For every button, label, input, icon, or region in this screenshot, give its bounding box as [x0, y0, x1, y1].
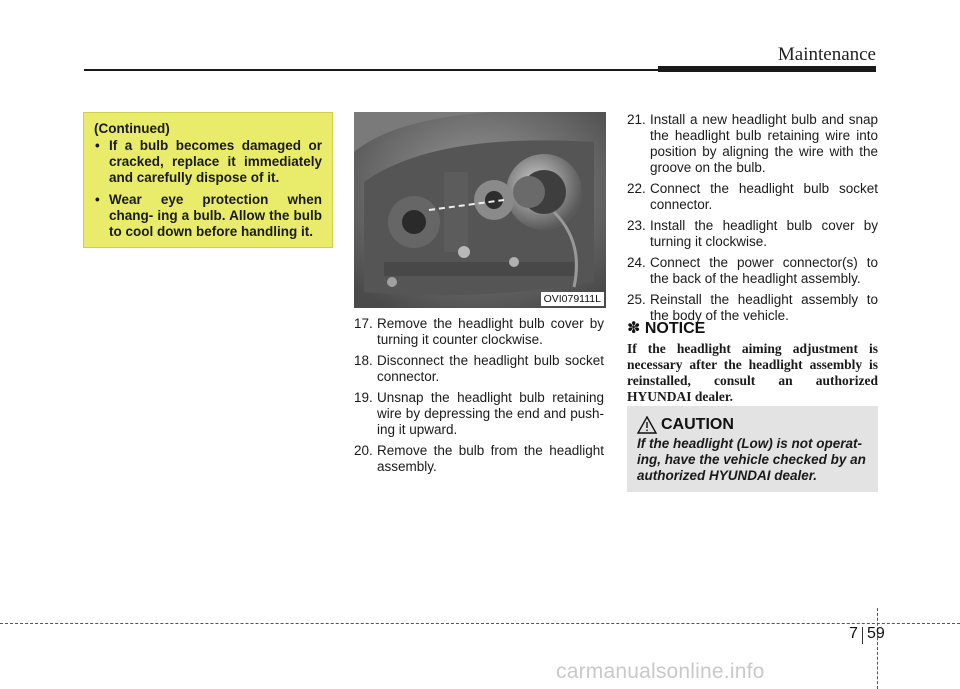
page-number-divider: [862, 627, 863, 644]
notice-title: [627, 318, 705, 338]
step-item: 19. Unsnap the headlight bulb retaining wire by depressing the end and push- ing it upward.: [354, 390, 604, 437]
warning-triangle-icon: [637, 416, 657, 434]
notice-icon: ✽: [627, 320, 641, 337]
footer-vertical-rule: [877, 608, 878, 689]
step-item: 17. Remove the headlight bulb cover by turning it counter clockwise.: [354, 316, 604, 347]
warning-list: [94, 138, 322, 240]
step-item: 23. Install the headlight bulb cover by turning it clockwise.: [627, 218, 878, 249]
caution-title: CAUTION: [661, 416, 734, 433]
chapter-number: 7: [849, 625, 858, 642]
step-item: 25. Reinstall the headlight assembly to the body of the vehicle.: [627, 292, 878, 323]
step-item: 22. Connect the headlight bulb socket connector.: [627, 181, 878, 212]
step-item: 21. Install a new headlight bulb and snap the headlight bulb retaining wire into position by aligning the wire with the groove on the bulb.: [627, 112, 878, 175]
caution-text: If the headlight (Low) is not operat- ing, have the vehicle checked by an authorized HYUNDAI dealer.: [637, 436, 866, 483]
step-item: 24. Connect the power connector(s) to the back of the headlight assembly.: [627, 255, 878, 286]
headlight-assembly-image: [354, 112, 606, 308]
headlight-photo: [354, 112, 606, 308]
step-item: 20. Remove the bulb from the headlight assembly.: [354, 443, 604, 474]
watermark: carmanualsonline.info: [556, 660, 765, 683]
section-title: Maintenance: [777, 44, 876, 65]
warning-box: [83, 112, 333, 248]
footer-rule: [0, 623, 960, 624]
notice-text: If the headlight aiming adjustment is necessary after the headlight assembly is reinstalled, consult an authorized HYUNDAI dealer.: [627, 341, 878, 404]
header-accent-bar: [658, 66, 876, 72]
step-item: 18. Disconnect the headlight bulb socket connector.: [354, 353, 604, 384]
caution-box: [627, 406, 878, 492]
notice-label: NOTICE: [644, 320, 706, 337]
warning-continued: (Continued): [94, 121, 170, 136]
steps-list-right: [627, 112, 878, 329]
page-number: 59: [867, 625, 885, 642]
warning-item: • If a bulb becomes damaged or cracked, replace it immediately and carefully dispose of it.: [95, 138, 322, 185]
warning-item: • Wear eye protection when chang- ing a bulb. Allow the bulb to cool down before handling it.: [95, 192, 322, 239]
photo-code: OVI079111L: [541, 292, 604, 306]
caution-header: [637, 416, 868, 434]
bullet-icon: •: [95, 138, 100, 153]
bullet-icon: •: [95, 192, 100, 207]
steps-list-middle: [354, 316, 604, 480]
